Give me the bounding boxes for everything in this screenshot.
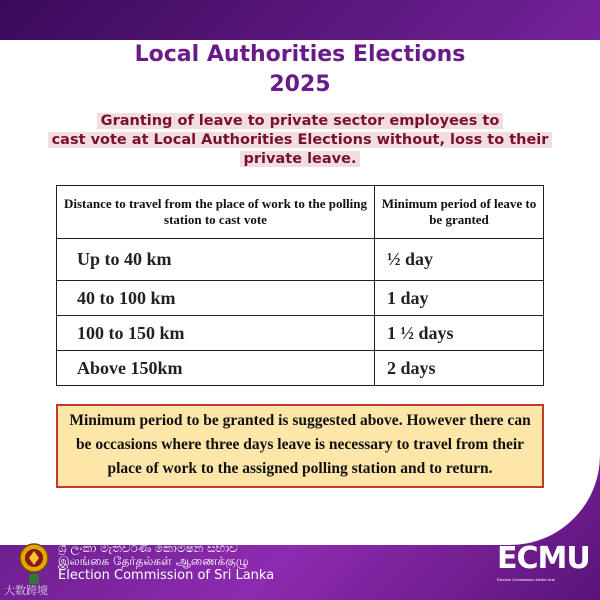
organization-name: [58, 542, 274, 583]
leave-cell: 1 day: [375, 281, 544, 316]
table-row: [57, 351, 544, 386]
page-title: Local Authorities Elections: [134, 42, 466, 67]
leave-table: [56, 185, 544, 386]
subtitle-line-2: cast vote at Local Authorities Elections without, loss to their: [48, 132, 553, 148]
table-row: [57, 281, 544, 316]
watermark: 大数跨境: [4, 585, 48, 597]
distance-cell: Up to 40 km: [57, 239, 375, 281]
distance-cell: 40 to 100 km: [57, 281, 375, 316]
leave-cell: ½ day: [375, 239, 544, 281]
distance-cell: 100 to 150 km: [57, 316, 375, 351]
page-year: 2025: [269, 72, 331, 97]
column-header-leave: Minimum period of leave to be granted: [375, 186, 544, 239]
leave-cell: 1 ½ days: [375, 316, 544, 351]
org-name-english: Election Commission of Sri Lanka: [58, 568, 275, 583]
subtitle-line-3: private leave.: [240, 151, 361, 167]
ecmu-logo: ECMU: [497, 541, 590, 576]
column-header-distance: Distance to travel from the place of work to the polling station to cast vote: [57, 186, 375, 239]
leave-cell: 2 days: [375, 351, 544, 386]
org-name-tamil: இலங்கை தேர்தல்கள் ஆணைக்குழு: [58, 554, 249, 568]
distance-cell: Above 150km: [57, 351, 375, 386]
subtitle: [30, 112, 570, 169]
emblem-icon: [18, 540, 50, 586]
org-name-sinhala: ශ්‍රී ලංකා මැතිවරණ කොමිෂන් සභාව: [58, 541, 238, 555]
ecmu-logo-subtitle: Election Commission Media Unit: [497, 577, 555, 582]
table-row: [57, 239, 544, 281]
table-row: [57, 316, 544, 351]
subtitle-line-1: Granting of leave to private sector employees to: [97, 113, 504, 129]
table-header-row: [57, 186, 544, 239]
note-box: Minimum period to be granted is suggested above. However there can be occasions where three days leave is necessary to travel from their place of work to the assigned polling station and to return.: [56, 404, 544, 488]
